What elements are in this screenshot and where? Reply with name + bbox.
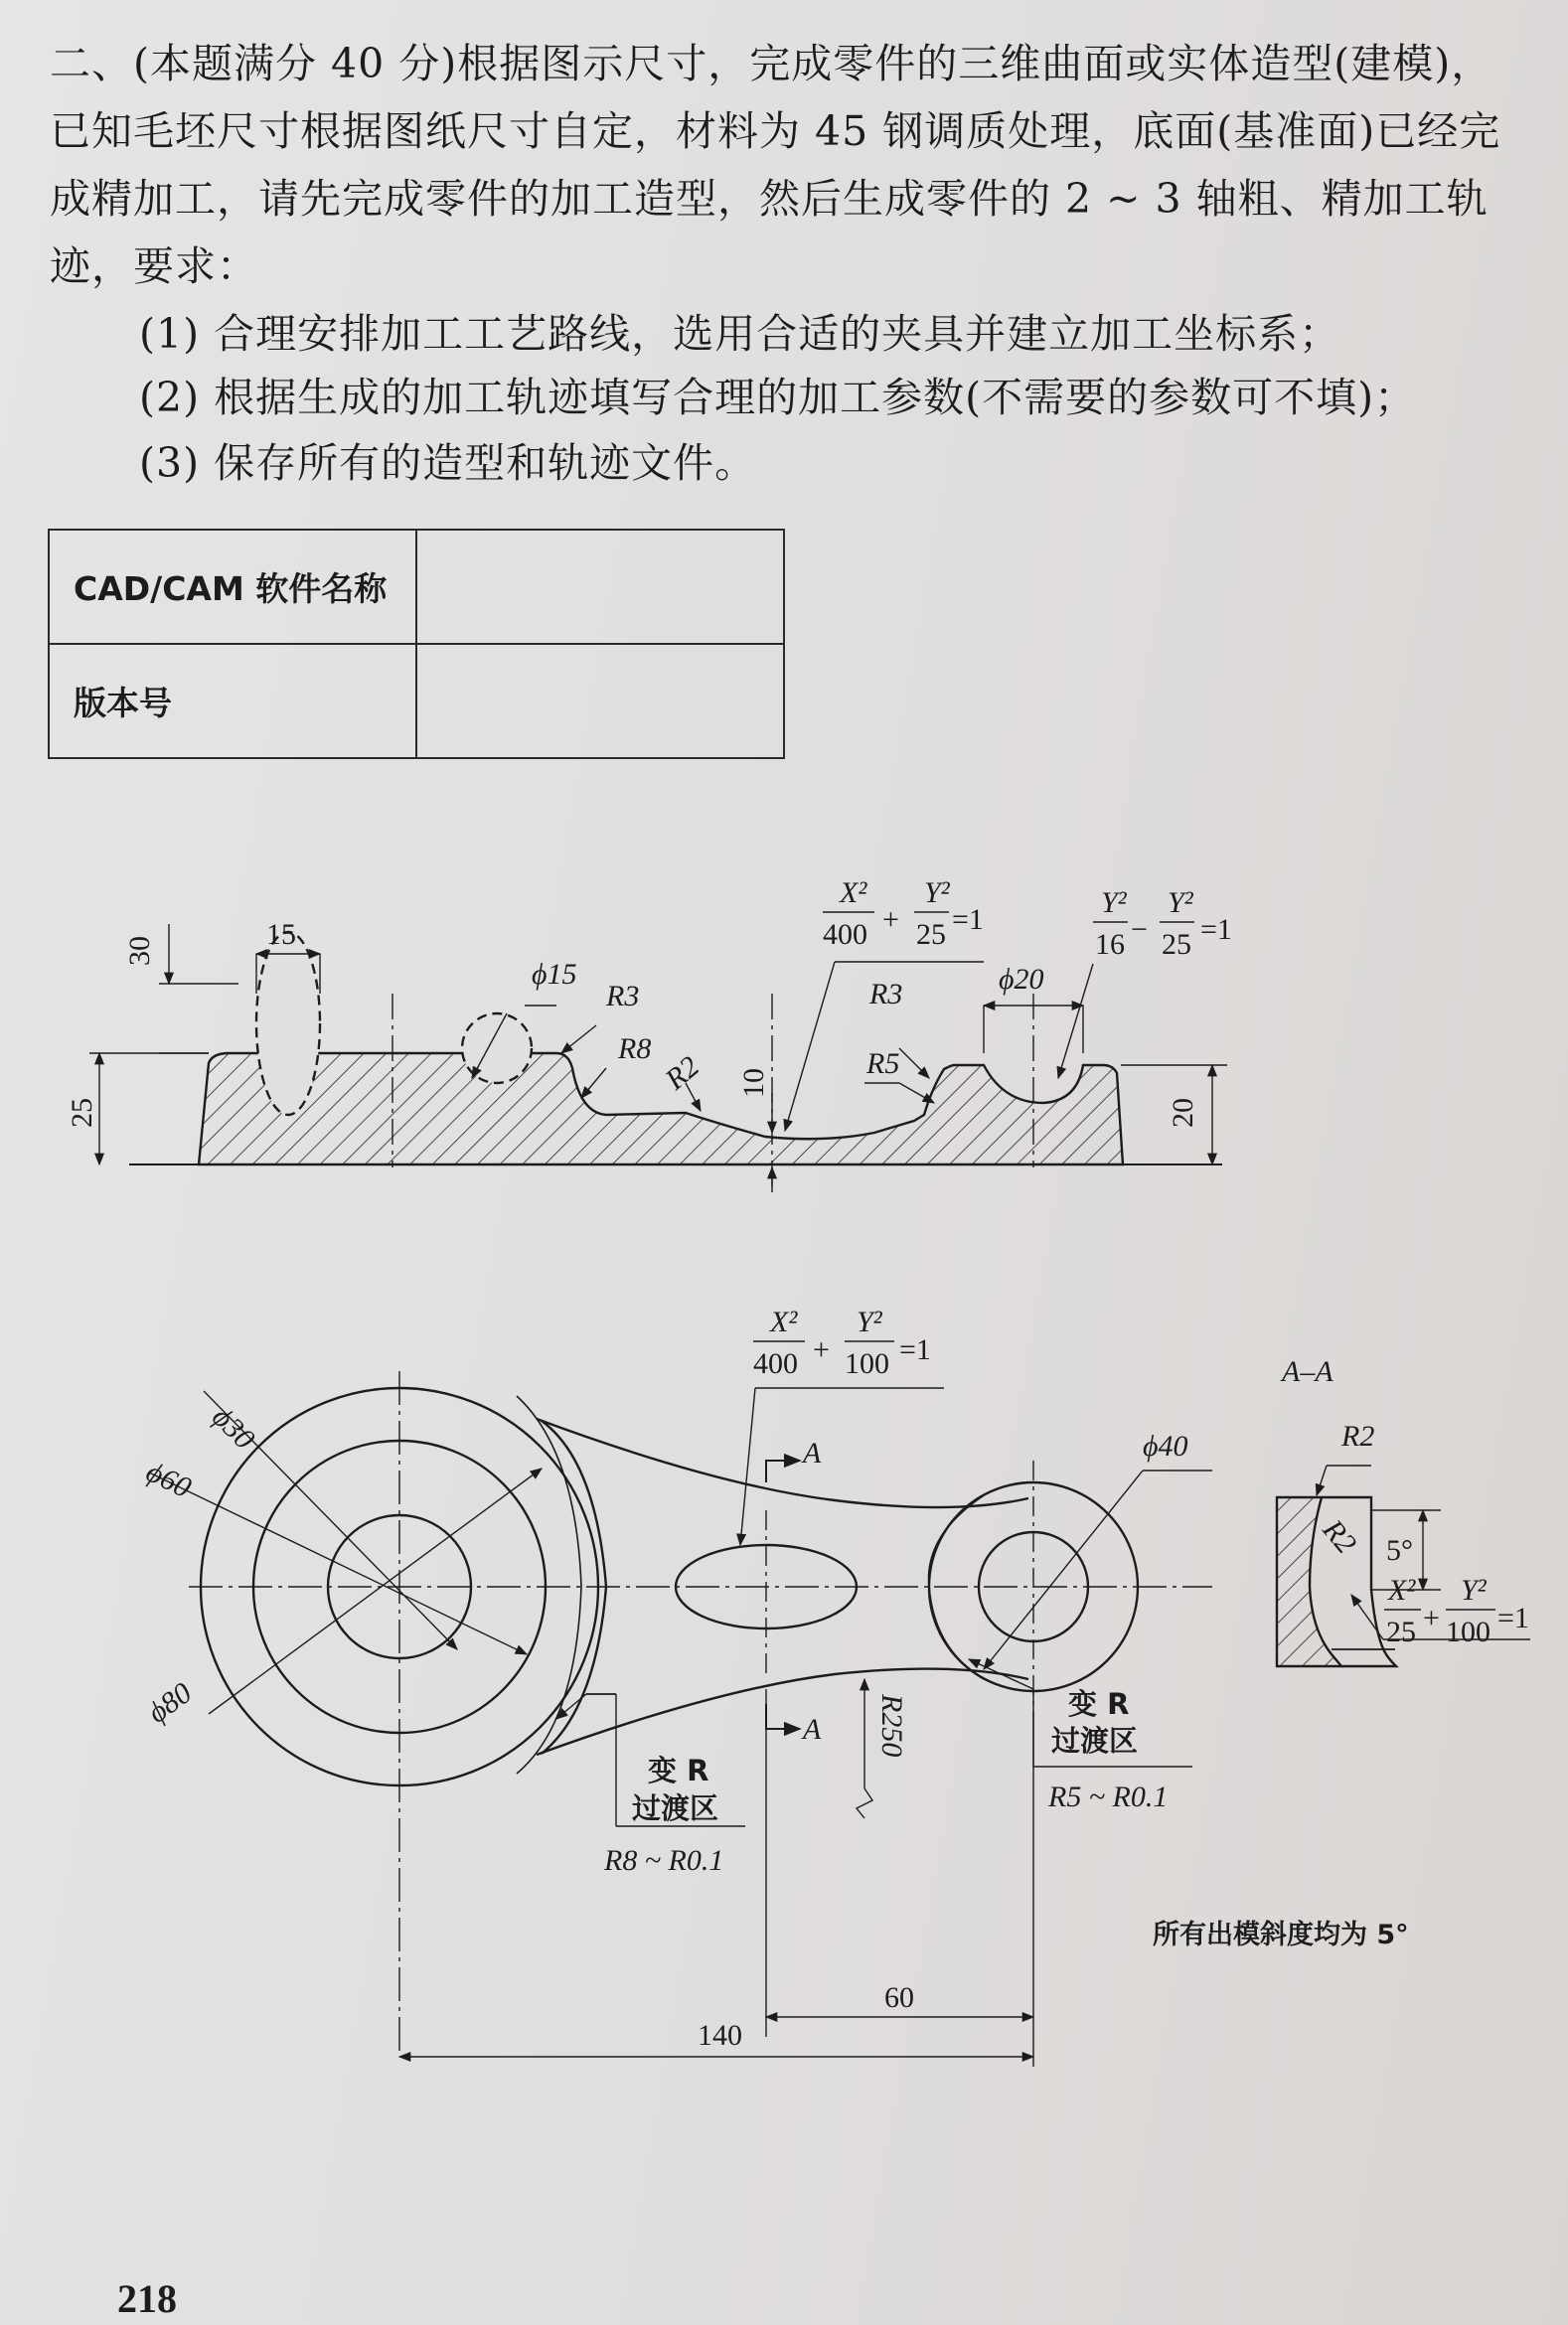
transition-left: 过渡区 [632,1791,719,1825]
dim-phi30: ϕ30 [206,1400,261,1457]
dim-phi80: ϕ80 [141,1676,198,1730]
svg-text:X²: X² [1388,1574,1416,1607]
dim-25: 25 [66,1098,98,1128]
question-intro: 二、(本题满分 40 分)根据图示尺寸，完成零件的三维曲面或实体造型(建模)，已知毛坯尺寸根据图纸尺寸自定，材料为 45 钢调质处理，底面(基准面)已经完成精加工，请先完成零件的加工造型，然后生成零件的 2 ~ 3 轴粗、精加工轨迹，要求： [50,40,1501,290]
dim-60: 60 [884,1981,914,2014]
svg-text:400: 400 [823,918,867,951]
svg-text:25: 25 [1386,1616,1416,1648]
dim-20: 20 [1167,1098,1199,1128]
dim-r3-left: R3 [606,980,640,1012]
dim-r250: R250 [875,1694,908,1758]
dim-phi20: ϕ20 [999,963,1044,996]
dim-10: 10 [737,1068,770,1098]
dim-r2-inner: R2 [1316,1513,1363,1561]
svg-text:25: 25 [1162,928,1191,961]
dim-r2-top: R2 [1341,1420,1375,1453]
dim-r3-right: R3 [869,978,903,1010]
dim-r2: R2 [659,1049,706,1097]
top-view [149,1371,1212,2067]
svg-text:=1: =1 [1497,1602,1529,1634]
dim-140: 140 [698,2019,742,2052]
transition-right: 过渡区 [1051,1724,1139,1758]
svg-text:100: 100 [845,1347,889,1380]
svg-text:Y²: Y² [924,876,950,909]
svg-text:100: 100 [1446,1616,1490,1648]
upper-transition-curve [537,1419,1028,1507]
version-label: 版本号 [49,644,416,758]
page-number: 218 [117,2276,177,2321]
svg-text:−: − [1131,913,1148,946]
var-r-right: 变 R [1068,1687,1130,1721]
range-left: R8 ~ R0.1 [604,1844,724,1877]
svg-text:Y²: Y² [1168,886,1193,919]
dim-30: 30 [123,936,156,966]
dim-15: 15 [266,918,296,951]
section-mark-top: A [803,1437,822,1470]
svg-text:Y²: Y² [1101,886,1127,919]
top-ellipse-equation [753,1306,931,1380]
lower-transition-curve [537,1669,1028,1758]
section-mark-bottom: A [803,1713,822,1746]
requirement-3: (3) 保存所有的造型和轨迹文件。 [139,439,757,487]
var-r-left: 变 R [648,1754,709,1787]
svg-text:X²: X² [840,876,867,909]
svg-text:=1: =1 [899,1333,931,1366]
svg-text:+: + [813,1333,830,1366]
svg-text:=1: =1 [1200,913,1232,946]
section-ellipse-equation [1384,1574,1529,1648]
dim-r5: R5 [866,1047,900,1080]
svg-text:Y²: Y² [1461,1574,1487,1607]
software-name-label: CAD/CAM 软件名称 [49,530,416,644]
dim-phi15: ϕ15 [532,958,577,991]
draft-angle-note: 所有出模斜度均为 5° [1153,1920,1409,1950]
top-view-labels [141,1306,1188,2052]
svg-text:+: + [1423,1602,1440,1634]
svg-text:Y²: Y² [857,1306,882,1338]
dim-angle-5: 5° [1386,1534,1413,1567]
dim-phi60: ϕ60 [140,1455,197,1505]
svg-text:+: + [882,903,899,936]
requirement-2: (2) 根据生成的加工轨迹填写合理的加工参数(不需要的参数可不填)； [139,374,1417,421]
requirement-1: (1) 合理安排加工工艺路线，选用合适的夹具并建立加工坐标系； [139,310,1341,358]
section-title: A–A [1282,1355,1333,1388]
svg-text:25: 25 [916,918,946,951]
svg-text:16: 16 [1095,928,1125,961]
front-view [89,924,1227,1192]
dim-r8: R8 [618,1032,652,1065]
dim-phi40: ϕ40 [1143,1430,1188,1463]
svg-text:X²: X² [770,1306,798,1338]
range-right: R5 ~ R0.1 [1048,1781,1169,1813]
front-ellipse-equation [823,876,984,951]
svg-text:=1: =1 [952,903,984,936]
front-hyperbola-equation [1093,886,1232,961]
svg-text:400: 400 [753,1347,798,1380]
